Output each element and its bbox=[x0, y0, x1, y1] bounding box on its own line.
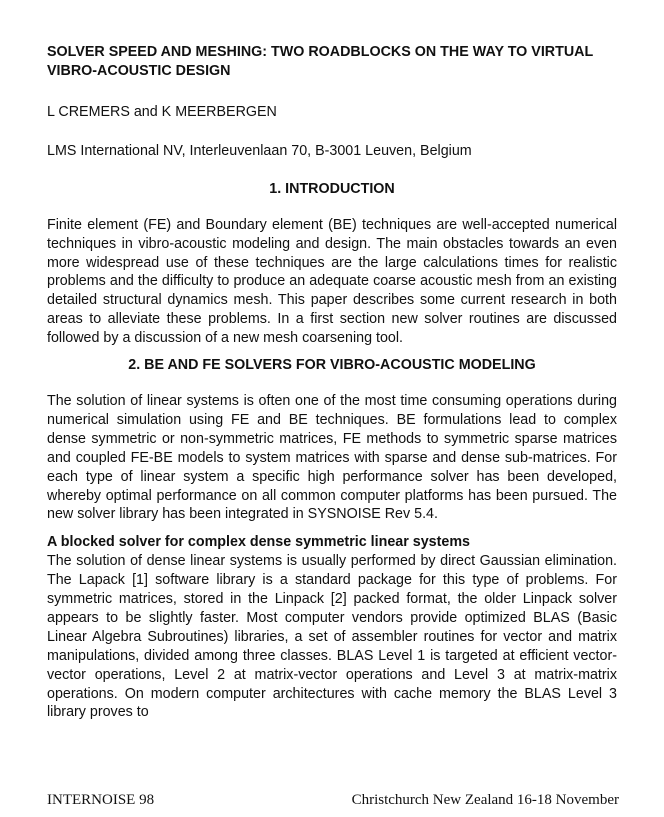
paper-page bbox=[47, 43, 617, 722]
affiliation: LMS International NV, Interleuvenlaan 70, B-3001 Leuven, Belgium bbox=[47, 142, 472, 159]
blocked-solver-paragraph: The solution of dense linear systems is usually performed by direct Gaussian elimination. The Lapack [1] software library is a standard package for this type of problems. For symmetric matrices, stored in the Linpack [2] packed format, the older Linpack solver appears to be slightly faster. Most computer vendors provide optimized BLAS (Basic Linear Algebra Subroutines) libraries, a set of assembler routines for vector and matrix manipulations, divided among three classes. BLAS Level 1 is targeted at efficient vector-vector operations, Level 2 at matrix-vector operations and Level 3 at matrix-matrix operations. On modern computer architectures with cache memory the BLAS Level 3 library proves to bbox=[47, 553, 617, 721]
paper-title: SOLVER SPEED AND MESHING: TWO ROADBLOCKS ON THE WAY TO VIRTUAL VIBRO-ACOUSTIC DESIGN bbox=[47, 44, 593, 79]
section-heading-introduction: 1. INTRODUCTION bbox=[269, 180, 395, 197]
solvers-paragraph: The solution of linear systems is often one of the most time consuming operations during numerical simulation using FE and BE techniques. BE formulations lead to complex dense symmetric or non-symmetric matrices, FE methods to symmetric sparse matrices and coupled FE-BE models to system matrices with sparse and dense sub-matrices. For each type of linear system a specific high performance solver has been developed, whereby optimal performance on all common computer platforms has been pursued. The new solver library has been integrated in SYSNOISE Rev 5.4. bbox=[47, 392, 617, 523]
subsection-heading-blocked-solver: A blocked solver for complex dense symmetric linear systems bbox=[47, 534, 471, 551]
section-heading-solvers: 2. BE AND FE SOLVERS FOR VIBRO-ACOUSTIC MODELING bbox=[128, 357, 536, 374]
authors: L CREMERS and K MEERBERGEN bbox=[47, 104, 277, 120]
introduction-paragraph: Finite element (FE) and Boundary element (BE) techniques are well-accepted numerical techniques in vibro-acoustic modeling and design. The main obstacles towards an even more widespread use of these techniques are the large calculations times for realistic problems and the difficulty to produce an adequate coarse acoustic mesh from an existing detailed structural dynamics mesh. This paper describes some current research in both areas to alleviate these problems. In a first section new solver routines are discussed followed by a discussion of a new mesh coarsening tool. bbox=[47, 216, 617, 347]
footer-conference: INTERNOISE 98 bbox=[47, 792, 155, 808]
footer-location-date: Christchurch New Zealand 16-18 November bbox=[351, 792, 619, 808]
